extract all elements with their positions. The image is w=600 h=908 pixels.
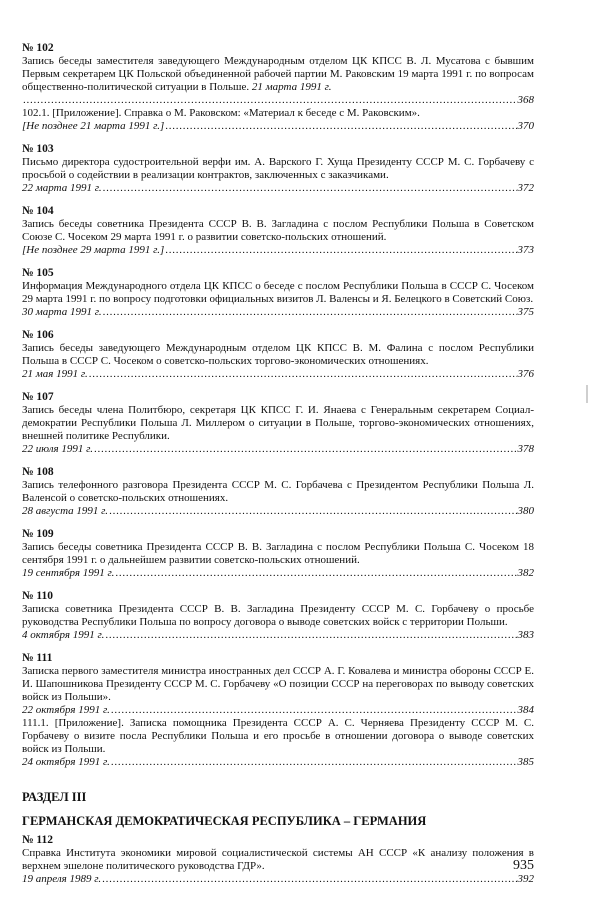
leader-dots [109, 505, 516, 518]
entry-page: 384 [517, 704, 534, 716]
leader-dots [89, 368, 517, 381]
entry-page-line [22, 306, 534, 319]
leader-dots [111, 756, 517, 769]
entry-page: 372 [517, 182, 534, 194]
entry-number: № 111 [22, 652, 53, 664]
entry-subitem-page: 370 [517, 120, 534, 132]
entry-date: 22 октября 1991 г. [22, 704, 110, 716]
entry-text: Письмо директора судостроительной верфи им. А. Варского Г. Хуща Президенту СССР М. С. Горбачеву с просьбой о содействии в реализации контрактов, заключенных с заказчиками. [22, 156, 534, 181]
toc-entry-112 [22, 833, 534, 886]
toc-entry-103 [22, 142, 534, 195]
entry-number: № 104 [22, 205, 54, 217]
toc-entry-104 [22, 204, 534, 257]
entry-page-line [22, 244, 534, 257]
entry-number: № 112 [22, 834, 54, 846]
entry-page-line [22, 704, 534, 717]
leader-dots [165, 120, 516, 133]
entry-page: 373 [517, 244, 534, 256]
entry-page-line [22, 443, 534, 456]
entry-text: Запись беседы советника Президента СССР В. В. Загладина с послом Республики Польша в Советском Союзе С. Чосеком 29 марта 1991 г. о развитии советско-польских отношений. [22, 218, 534, 243]
entry-date: 22 марта 1991 г. [22, 182, 102, 194]
entry-page-line [22, 629, 534, 642]
entry-page-line [22, 368, 534, 381]
entry-page-line [22, 182, 534, 195]
entry-number: № 110 [22, 590, 54, 602]
toc-entry-105 [22, 266, 534, 319]
entry-page: 382 [517, 567, 534, 579]
entry-number: № 107 [22, 391, 54, 403]
entry-text: Записка советника Президента СССР В. В. Загладина Президенту СССР М. С. Горбачеву о просьбе руководства Республики Польша по вопросу договора о выводе советских войск с территории Польши. [22, 603, 534, 628]
entry-text: Запись беседы заведующего Международным отделом ЦК КПСС В. М. Фалина с послом Республики Польша в СССР С. Чосеком о советско-польских торгово-экономических отношениях. [22, 342, 534, 367]
entry-subitem-date: [Не позднее 21 марта 1991 г.] [22, 120, 165, 132]
entry-number: № 103 [22, 143, 54, 155]
entry-page: 392 [517, 873, 534, 885]
entry-page: 383 [517, 629, 534, 641]
leader-dots [103, 306, 517, 319]
entry-date: 21 мая 1991 г. [22, 368, 88, 380]
entry-page-line [22, 873, 534, 886]
entry-text: Запись телефонного разговора Президента СССР М. С. Горбачева с Президентом Республики Польша Л. Валенсой о советско-польских отношениях. [22, 479, 534, 504]
entry-page-line [22, 94, 534, 107]
entry-subitem-page: 385 [517, 756, 534, 768]
entry-subitem-date: 24 октября 1991 г. [22, 756, 110, 768]
entry-page: 380 [517, 505, 534, 517]
entry-number: № 108 [22, 466, 54, 478]
leader-dots [103, 182, 517, 195]
entry-date: 19 сентября 1991 г. [22, 567, 115, 579]
toc-entry-110 [22, 589, 534, 642]
entry-date: 21 марта 1991 г. [251, 81, 332, 93]
entry-date: [Не позднее 29 марта 1991 г.] [22, 244, 165, 256]
leader-dots [23, 94, 517, 107]
leader-dots [105, 629, 516, 642]
toc-entry-109 [22, 527, 534, 580]
entry-page: 368 [517, 94, 534, 106]
toc-content [22, 41, 534, 895]
entry-page-line [22, 567, 534, 580]
entry-subitem-page-line [22, 120, 534, 133]
entry-page: 375 [517, 306, 534, 318]
entry-text: Запись беседы советника Президента СССР В. В. Загладина с послом Республики Польша С. Чосеком 18 сентября 1991 г. о дальнейшем развитии советско-польских отношений. [22, 541, 534, 566]
entry-date: 22 июля 1991 г. [22, 443, 94, 455]
toc-entry-108 [22, 465, 534, 518]
leader-dots [94, 443, 516, 456]
entry-subitem: 111.1. [Приложение]. Записка помощника Президента СССР А. С. Черняева Президенту СССР М. С. Горбачеву о визите посла Республики Польша и его просьбе в отношении договора о выводе советских войск из Польши. [22, 717, 534, 755]
entry-page: 378 [517, 443, 534, 455]
section-title: ГЕРМАНСКАЯ ДЕМОКРАТИЧЕСКАЯ РЕСПУБЛИКА – ГЕРМАНИЯ [22, 814, 427, 828]
entry-number: № 105 [22, 267, 54, 279]
entry-subitem-page-line [22, 756, 534, 769]
toc-entry-111 [22, 651, 534, 769]
entry-date: 19 апреля 1989 г. [22, 873, 102, 885]
entry-page: 376 [517, 368, 534, 380]
scan-mark [586, 385, 588, 403]
entry-subitem: 102.1. [Приложение]. Справка о М. Раковском: «Материал к беседе с М. Раковским». [22, 107, 420, 119]
entry-date: 28 августа 1991 г. [22, 505, 109, 517]
toc-entry-102 [22, 41, 534, 133]
leader-dots [102, 873, 516, 886]
leader-dots [111, 704, 517, 717]
entry-text: Запись беседы члена Политбюро, секретаря ЦК КПСС Г. И. Янаева с Генеральным секретарем Социал-демократии Республики Польша Л. Миллером о ситуации в Польше, торгово-экономических отношениях, внешней политике Республики. [22, 404, 534, 442]
toc-entry-106 [22, 328, 534, 381]
entry-text: Запись беседы заместителя заведующего Международным отделом ЦК КПСС В. Л. Мусатова с бывшим Первым секретарем ЦК Польской объединенной рабочей партии М. Раковским 19 марта 1991 г. по вопросам общественно-политической ситуации в Польше. [22, 55, 534, 93]
entry-date: 4 октября 1991 г. [22, 629, 105, 641]
entry-text: Информация Международного отдела ЦК КПСС о беседе с послом Республики Польша в СССР С. Чосеком 29 марта 1991 г. по вопросу подготовки официальных визитов Л. Валенсы и Я. Белецкого в Советский Союз. [22, 280, 534, 305]
section-label: РАЗДЕЛ III [22, 790, 87, 804]
entry-text: Записка первого заместителя министра иностранных дел СССР А. Г. Ковалева и министра обороны СССР Е. И. Шапошникова Президенту СССР М. С. Горбачеву «О позиции СССР на переговорах по выводу советских войск из Польши». [22, 665, 534, 703]
entry-number: № 106 [22, 329, 54, 341]
entry-text: Справка Института экономики мировой социалистической системы АН СССР «К анализу положения в верхнем эшелоне политического руководства ГДР». [22, 847, 534, 872]
entry-date: 30 марта 1991 г. [22, 306, 102, 318]
page-number: 935 [513, 858, 534, 873]
entry-number: № 102 [22, 42, 54, 54]
leader-dots [165, 244, 516, 257]
entry-page-line [22, 505, 534, 518]
entry-number: № 109 [22, 528, 54, 540]
leader-dots [115, 567, 516, 580]
toc-entry-107 [22, 390, 534, 456]
